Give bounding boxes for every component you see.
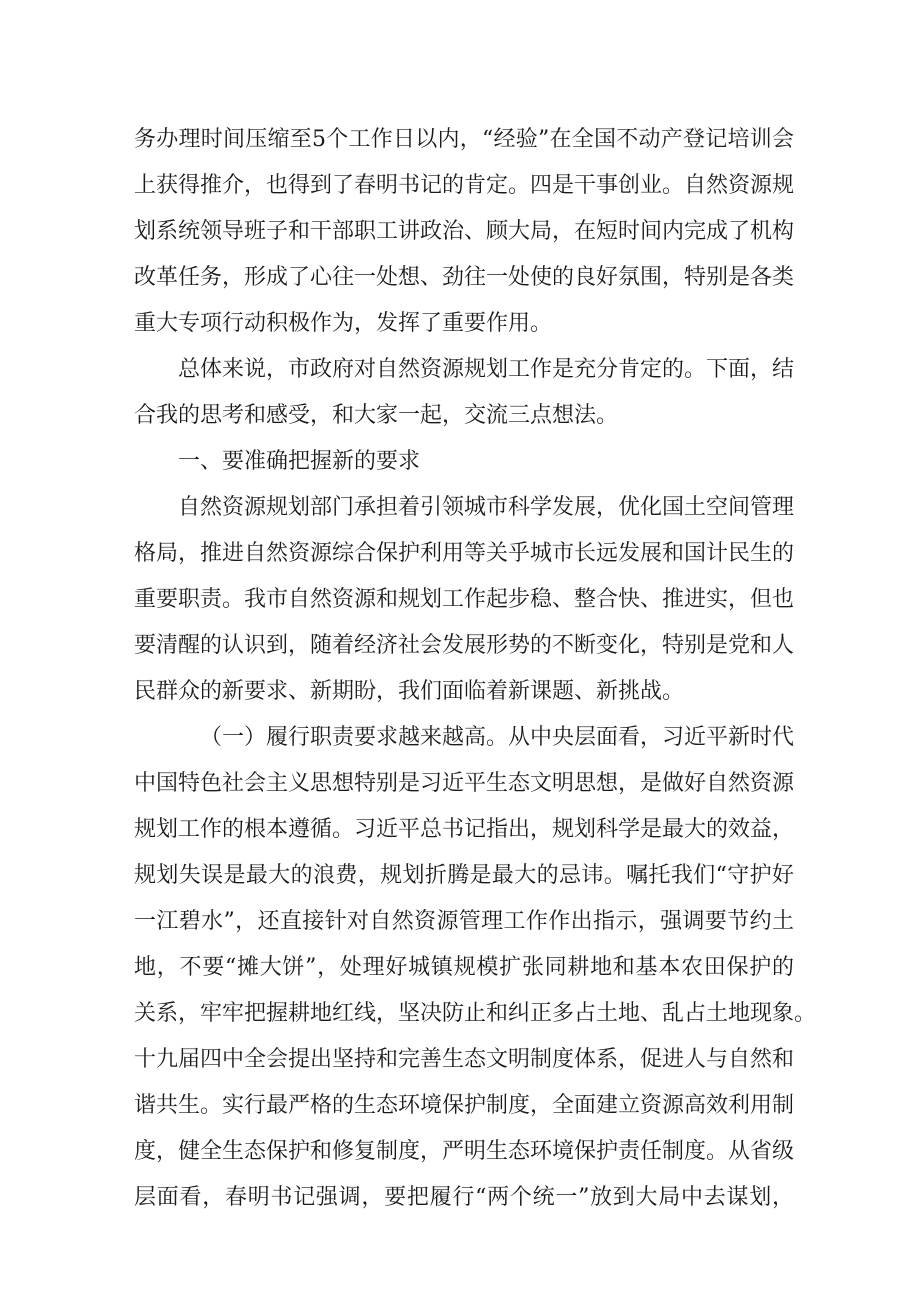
text-line: 重要职责。我市自然资源和规划工作起步稳、整合快、推进实，但也 — [134, 587, 795, 612]
text-line: 改革任务，形成了心往一处想、劲往一处使的良好氛围，特别是各类 — [134, 265, 795, 290]
body-text — [134, 117, 817, 1221]
text-line: 度，健全生态保护和修复制度，严明生态环境保护责任制度。从省级 — [134, 1139, 795, 1164]
text-line: 务办理时间压缩至5个工作日以内，“经验”在全国不动产登记培训会 — [134, 127, 794, 152]
text-line: 格局，推进自然资源综合保护利用等关乎城市长远发展和国计民生的 — [134, 541, 795, 566]
text-line: 合我的思考和感受，和大家一起，交流三点想法。 — [134, 403, 619, 428]
subsection-heading: （一）履行职责要求越来越高。从中央层面看，习近平新时代 — [200, 725, 795, 750]
text-line: 上获得推介，也得到了春明书记的肯定。四是干事创业。自然资源规 — [134, 173, 795, 198]
text-line: 划系统领导班子和干部职工讲政治、顾大局，在短时间内完成了机构 — [134, 219, 795, 244]
text-line: 十九届四中全会提出坚持和完善生态文明制度体系，促进人与自然和 — [134, 1047, 795, 1072]
text-line: 中国特色社会主义思想特别是习近平生态文明思想，是做好自然资源 — [134, 771, 795, 796]
text-line: 规划失误是最大的浪费，规划折腾是最大的忌讳。嘱托我们“守护好 — [134, 863, 794, 888]
text-line: 民群众的新要求、新期盼，我们面临着新课题、新挑战。 — [134, 679, 685, 704]
paragraph-start: 自然资源规划部门承担着引领城市科学发展，优化国土空间管理 — [178, 495, 795, 520]
text-line: 要清醒的认识到，随着经济社会发展形势的不断变化，特别是党和人 — [134, 633, 795, 658]
text-line: 层面看，春明书记强调，要把履行“两个统一”放到大局中去谋划， — [134, 1185, 794, 1210]
paragraph-start: 总体来说，市政府对自然资源规划工作是充分肯定的。下面，结 — [178, 357, 795, 382]
text-line: 关系，牢牢把握耕地红线，坚决防止和纠正多占土地、乱占土地现象。 — [134, 1001, 817, 1026]
text-line: 重大专项行动积极作为，发挥了重要作用。 — [134, 311, 553, 336]
text-line: 一江碧水”，还直接针对自然资源管理工作作出指示，强调要节约土 — [134, 909, 794, 934]
section-heading: 一、要准确把握新的要求 — [178, 449, 421, 474]
text-line: 谐共生。实行最严格的生态环境保护制度，全面建立资源高效利用制 — [134, 1093, 795, 1118]
text-line: 地，不要“摊大饼”，处理好城镇规模扩张同耕地和基本农田保护的 — [134, 955, 794, 980]
text-line: 规划工作的根本遵循。习近平总书记指出，规划科学是最大的效益， — [134, 817, 795, 842]
